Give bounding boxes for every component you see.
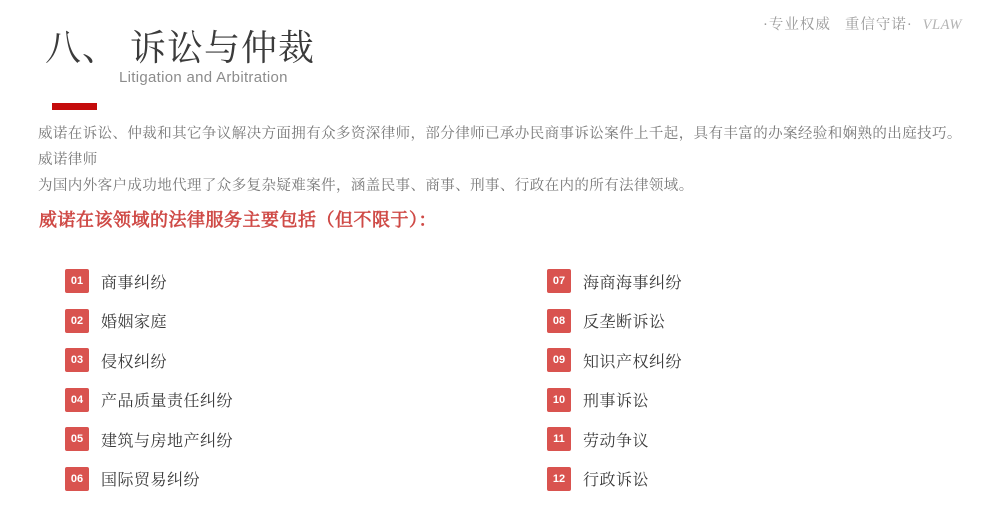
service-number-badge: 02 [65,309,89,333]
service-number-badge: 01 [65,269,89,293]
service-item [65,309,547,333]
service-label: 国际贸易纠纷 [101,472,201,489]
service-label: 反垄断诉讼 [583,314,666,331]
service-item [65,269,547,293]
service-item [65,348,547,372]
service-number-badge: 03 [65,348,89,372]
service-label: 海商海事纠纷 [583,274,683,292]
brand-vlaw: VLAW [922,17,962,33]
services-column-right [547,269,1000,506]
service-label: 产品质量责任纠纷 [101,393,234,410]
service-number-badge: 10 [547,388,571,412]
title-accent-bar [52,103,97,110]
service-number-badge: 07 [547,269,571,293]
services-heading: 威诺在该领域的法律服务主要包括（但不限于）： [39,210,437,230]
service-label: 婚姻家庭 [101,314,168,331]
service-label: 知识产权纠纷 [583,353,683,371]
service-number-badge: 04 [65,388,89,412]
service-item [65,467,547,491]
services-list [65,269,1000,506]
services-column-left [65,269,547,506]
intro-line-2: 为国内外客户成功地代理了众多复杂疑难案件，涵盖民事、商事、刑事、行政在内的所有法律领域。 [38,178,694,194]
service-item [65,427,547,451]
tagline-right: 重信守诺· [844,17,913,33]
service-number-badge: 12 [547,467,571,491]
service-number-badge: 11 [547,427,571,451]
service-item [547,348,1000,372]
page-subtitle: Litigation and Arbitration [119,69,288,86]
service-item [547,467,1000,491]
service-label: 建筑与房地产纠纷 [101,432,234,450]
service-label: 商事纠纷 [101,274,168,292]
service-item [547,388,1000,412]
service-item [547,269,1000,293]
intro-line-1: 威诺在诉讼、仲裁和其它争议解决方面拥有众多资深律师，部分律师已承办民商事诉讼案件上千起，具有丰富的办案经验和娴熟的出庭技巧。威诺律师 [38,126,962,168]
service-label: 侵权纠纷 [101,353,168,371]
service-label: 刑事诉讼 [583,393,650,410]
service-number-badge: 06 [65,467,89,491]
tagline-left: ·专业权威 [762,17,831,33]
service-label: 劳动争议 [583,432,650,450]
intro-paragraph [38,121,973,199]
service-number-badge: 09 [547,348,571,372]
service-label: 行政诉讼 [583,472,650,489]
service-item [547,309,1000,333]
service-item [547,427,1000,451]
service-item [65,388,547,412]
tagline [763,13,962,34]
service-number-badge: 08 [547,309,571,333]
page-title: 八、 诉讼与仲裁 [45,27,316,68]
service-number-badge: 05 [65,427,89,451]
